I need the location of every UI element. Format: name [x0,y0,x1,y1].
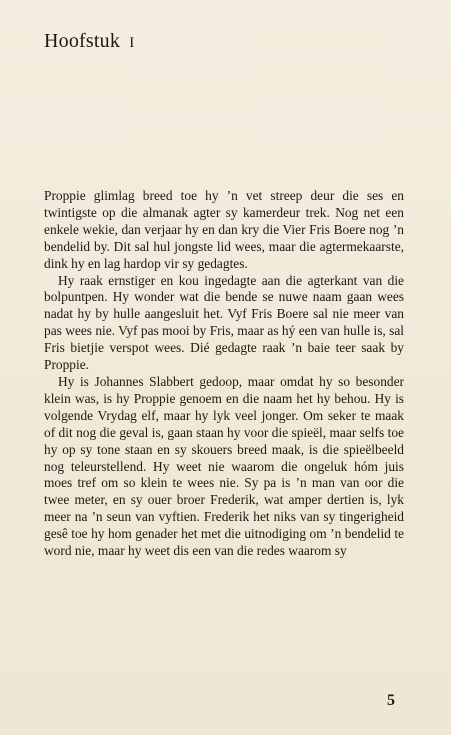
chapter-number: I [129,35,135,51]
page-number: 5 [387,692,395,709]
paragraph-2: Hy raak ernstiger en kou ingedagte aan die agterkant van die bolpuntpen. Hy wonder wat die bende se nuwe naam gaan wees nadat hy by hulle aangesluit het. Vyf Fris Boere sal nie meer van pas wees nie. Vyf pas mooi by Fris, maar as hý een van hulle is, sal Fris bietjie verspot wees. Dié gedagte raak ’n baie teer saak by Proppie. [44,272,404,373]
paragraph-3: Hy is Johannes Slabbert gedoop, maar omdat hy so besonder klein was, is hy Proppie genoem en die naam het hy behou. Hy is volgende Vrydag elf, maar hy lyk veel jonger. Om seker te maak of dit nog die geval is, gaan staan hy voor die spieël, maar selfs toe hy op sy tone staan en sy skouers breed maak, is die spieëlbeeld nog teleurstellend. Hy weet nie waarom die ongeluk hóm juis moes tref om so klein te wees nie. Sy pa is ’n man van oor die twee meter, en sy ouer broer Frederik, wat amper dertien is, lyk meer na ’n seun van vyftien. Frederik het niks van sy tingerigheid gesê toe hy hom genader het met die uitnodiging om ’n bendelid te word nie, maar hy weet dis een van die redes waarom sy [44,373,404,559]
paragraph-1: Proppie glimlag breed toe hy ’n vet streep deur die ses en twintigste op die almanak agter sy kamerdeur trek. Nog net een enkele wekie, dan verjaar hy en dan kry die Vier Fris Boere nog ’n bendelid by. Dit sal hul jongste lid wees, maar die agtermekaarste, dink hy en lag hardop vir sy gedagtes. [44,188,404,271]
body-text [44,188,404,560]
chapter-title: Hoofstuk [44,30,121,52]
chapter-heading [44,30,134,53]
